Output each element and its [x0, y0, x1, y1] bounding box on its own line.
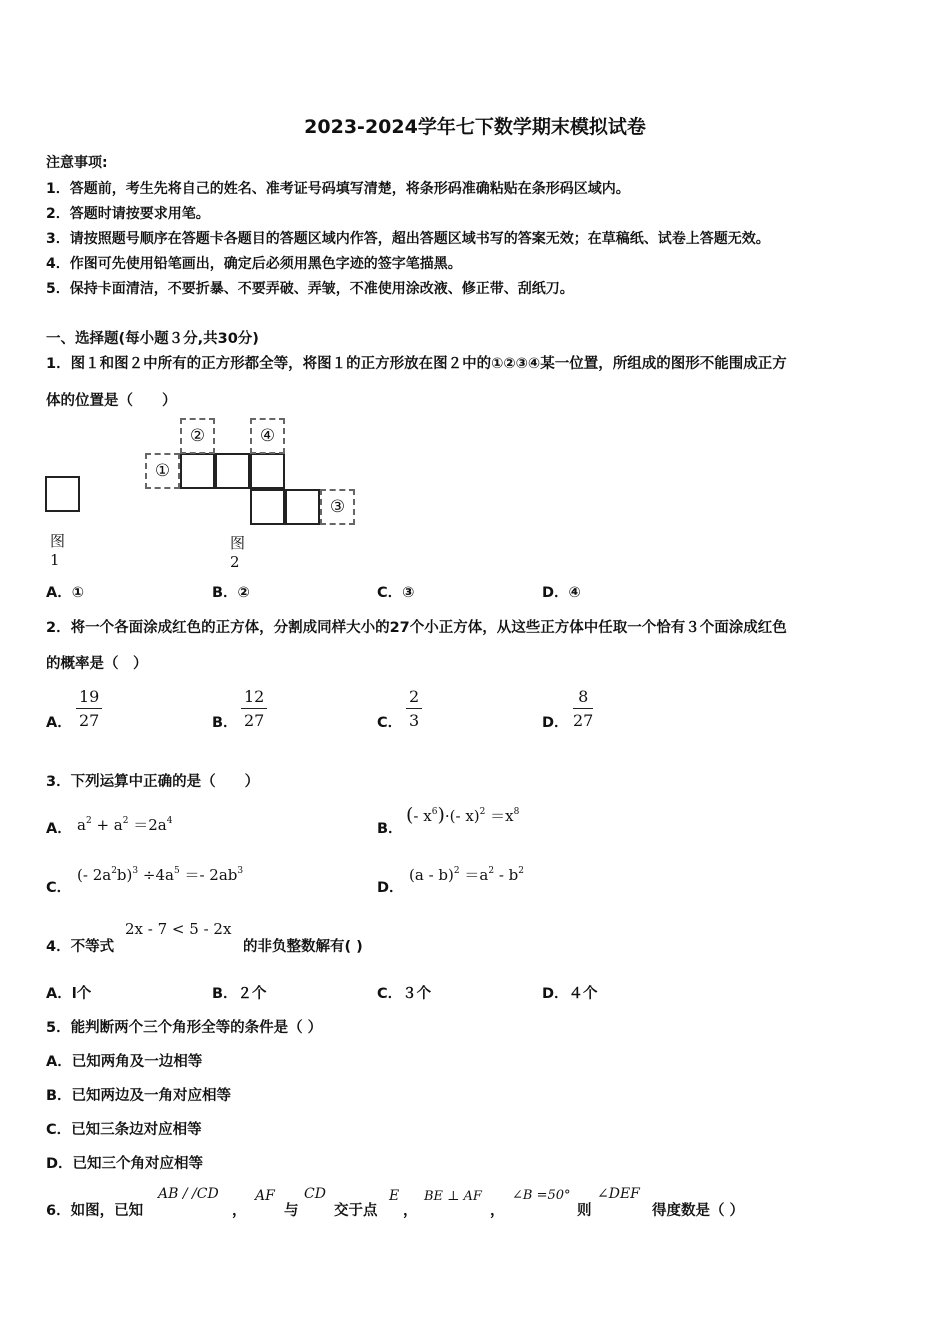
denominator: 27 — [244, 711, 265, 730]
position-4: ④ — [250, 418, 285, 454]
q6-prefix: 6．如图，已知 — [46, 1203, 144, 1219]
q2-option-a-fraction — [76, 687, 102, 730]
q2-stem-line2: 的概率是（ ） — [46, 656, 148, 672]
q6-ab-parallel-cd: AB / /CD — [158, 1186, 219, 1202]
q6-ze: 则 — [577, 1203, 592, 1219]
q3-option-c-letter[interactable]: C． — [46, 880, 72, 896]
fig2-label: 图2 — [230, 534, 246, 571]
q3-option-b-expr: (- $x^6)\cdot(-$ $x)^2 =x^8$ — [406, 804, 520, 826]
q2-option-c-letter[interactable]: C． — [377, 715, 403, 731]
position-2: ② — [180, 418, 215, 454]
q6-e: E — [389, 1188, 400, 1204]
q2-stem-line1: 2．将一个各面涂成红色的正方体，分割成同样大小的27个小正方体，从这些正方体中任取一个恰有３个面涂成红色 — [46, 620, 787, 636]
net-square — [250, 489, 285, 525]
q3-option-c-expr: (- $2a^2b)^3 \div 4a^5 =- 2ab^3$ — [77, 866, 244, 884]
numerator: 12 — [241, 687, 267, 709]
q3-option-a-letter[interactable]: A． — [46, 821, 72, 837]
q5-option-d[interactable]: D．已知三个角对应相等 — [46, 1156, 204, 1172]
q2-option-d-letter[interactable]: D． — [542, 715, 569, 731]
fig1-square — [45, 476, 80, 512]
q3-option-a-expr: $a^2 + a^2 =2a^4$ — [77, 816, 173, 834]
q3-option-d-expr: $(a - b)^2 =a^2 - b^2$ — [409, 866, 524, 884]
q4-option-c[interactable]: C．３个 — [377, 986, 432, 1002]
q4-prefix: 4．不等式 — [46, 939, 115, 955]
q5-stem: 5．能判断两个三个角形全等的条件是（ ） — [46, 1020, 323, 1036]
q5-option-c[interactable]: C．已知三条边对应相等 — [46, 1122, 202, 1138]
denominator: 27 — [79, 711, 100, 730]
net-square — [285, 489, 320, 525]
q3-stem: 3．下列运算中正确的是（ ） — [46, 774, 260, 790]
q2-option-b-letter[interactable]: B． — [212, 715, 238, 731]
q1-stem-line2: 体的位置是（ ） — [46, 393, 177, 409]
q4-option-b[interactable]: B．２个 — [212, 986, 267, 1002]
position-1: ① — [145, 453, 180, 489]
notice-heading: 注意事项: — [46, 155, 108, 171]
numerator: 19 — [76, 687, 102, 709]
notice-item: 1．答题前，考生先将自己的姓名、准考证号码填写清楚，将条形码准确粘贴在条形码区域内。 — [46, 181, 630, 197]
q1-stem-line1: 1．图１和图２中所有的正方形都全等，将图１的正方形放在图２中的①②③④某一位置，所组成的图形不能围成正方 — [46, 356, 787, 372]
denominator: 27 — [573, 711, 594, 730]
q6-suffix: 得度数是（ ） — [652, 1203, 745, 1219]
net-square — [250, 453, 285, 489]
notice-item: 4．作图可先使用铅笔画出，确定后必须用黑色字迹的签字笔描黑。 — [46, 256, 462, 272]
q2-option-a-letter[interactable]: A． — [46, 715, 72, 731]
q1-option-d[interactable]: D．④ — [542, 585, 581, 601]
numerator: 8 — [573, 687, 593, 709]
notice-item: 5．保持卡面清洁，不要折暴、不要弄破、弄皱，不准使用涂改液、修正带、刮纸刀。 — [46, 281, 574, 297]
q6-jiao: 交于点 — [334, 1203, 378, 1219]
q6-angle-def: ∠DEF — [597, 1186, 640, 1202]
q1-option-b[interactable]: B．② — [212, 585, 250, 601]
q1-option-a[interactable]: A．① — [46, 585, 84, 601]
q3-option-d-letter[interactable]: D． — [377, 880, 404, 896]
q6-be-perp-af: BE ⊥ AF — [424, 1189, 482, 1204]
net-square — [180, 453, 215, 489]
q3-option-b-letter[interactable]: B． — [377, 821, 403, 837]
q4-inequality: 2x - 7 < 5 - 2x — [125, 920, 232, 938]
q4-option-d[interactable]: D．４个 — [542, 986, 598, 1002]
section-heading: 一、选择题(每小题３分,共30分) — [46, 331, 259, 347]
numerator: 2 — [406, 687, 422, 709]
q6-comma: ， — [490, 1203, 505, 1219]
q6-af: AF — [255, 1188, 275, 1204]
q2-option-d-fraction — [573, 687, 593, 730]
position-3: ③ — [320, 489, 355, 525]
q6-comma: ， — [403, 1203, 418, 1219]
fig1-label: 图1 — [50, 532, 66, 569]
q4-option-a[interactable]: A．l个 — [46, 986, 92, 1002]
q6-cd: CD — [304, 1186, 326, 1202]
q5-option-b[interactable]: B．已知两边及一角对应相等 — [46, 1088, 232, 1104]
notice-item: 3．请按照题号顺序在答题卡各题目的答题区域内作答，超出答题区域书写的答案无效；在草稿纸、试卷上答题无效。 — [46, 231, 770, 247]
q1-option-c[interactable]: C．③ — [377, 585, 415, 601]
notice-item: 2．答题时请按要求用笔。 — [46, 206, 210, 222]
denominator: 3 — [409, 711, 420, 730]
q4-suffix: 的非负整数解有( ) — [243, 939, 363, 955]
net-square — [215, 453, 250, 489]
q6-comma: ， — [232, 1203, 247, 1219]
q6-angle-b: ∠B =50° — [512, 1188, 571, 1203]
q5-option-a[interactable]: A．已知两角及一边相等 — [46, 1054, 203, 1070]
page-title: 2023-2024学年七下数学期末模拟试卷 — [304, 116, 646, 138]
q2-option-b-fraction — [241, 687, 267, 730]
q6-yu: 与 — [284, 1203, 299, 1219]
q2-option-c-fraction — [406, 687, 422, 730]
